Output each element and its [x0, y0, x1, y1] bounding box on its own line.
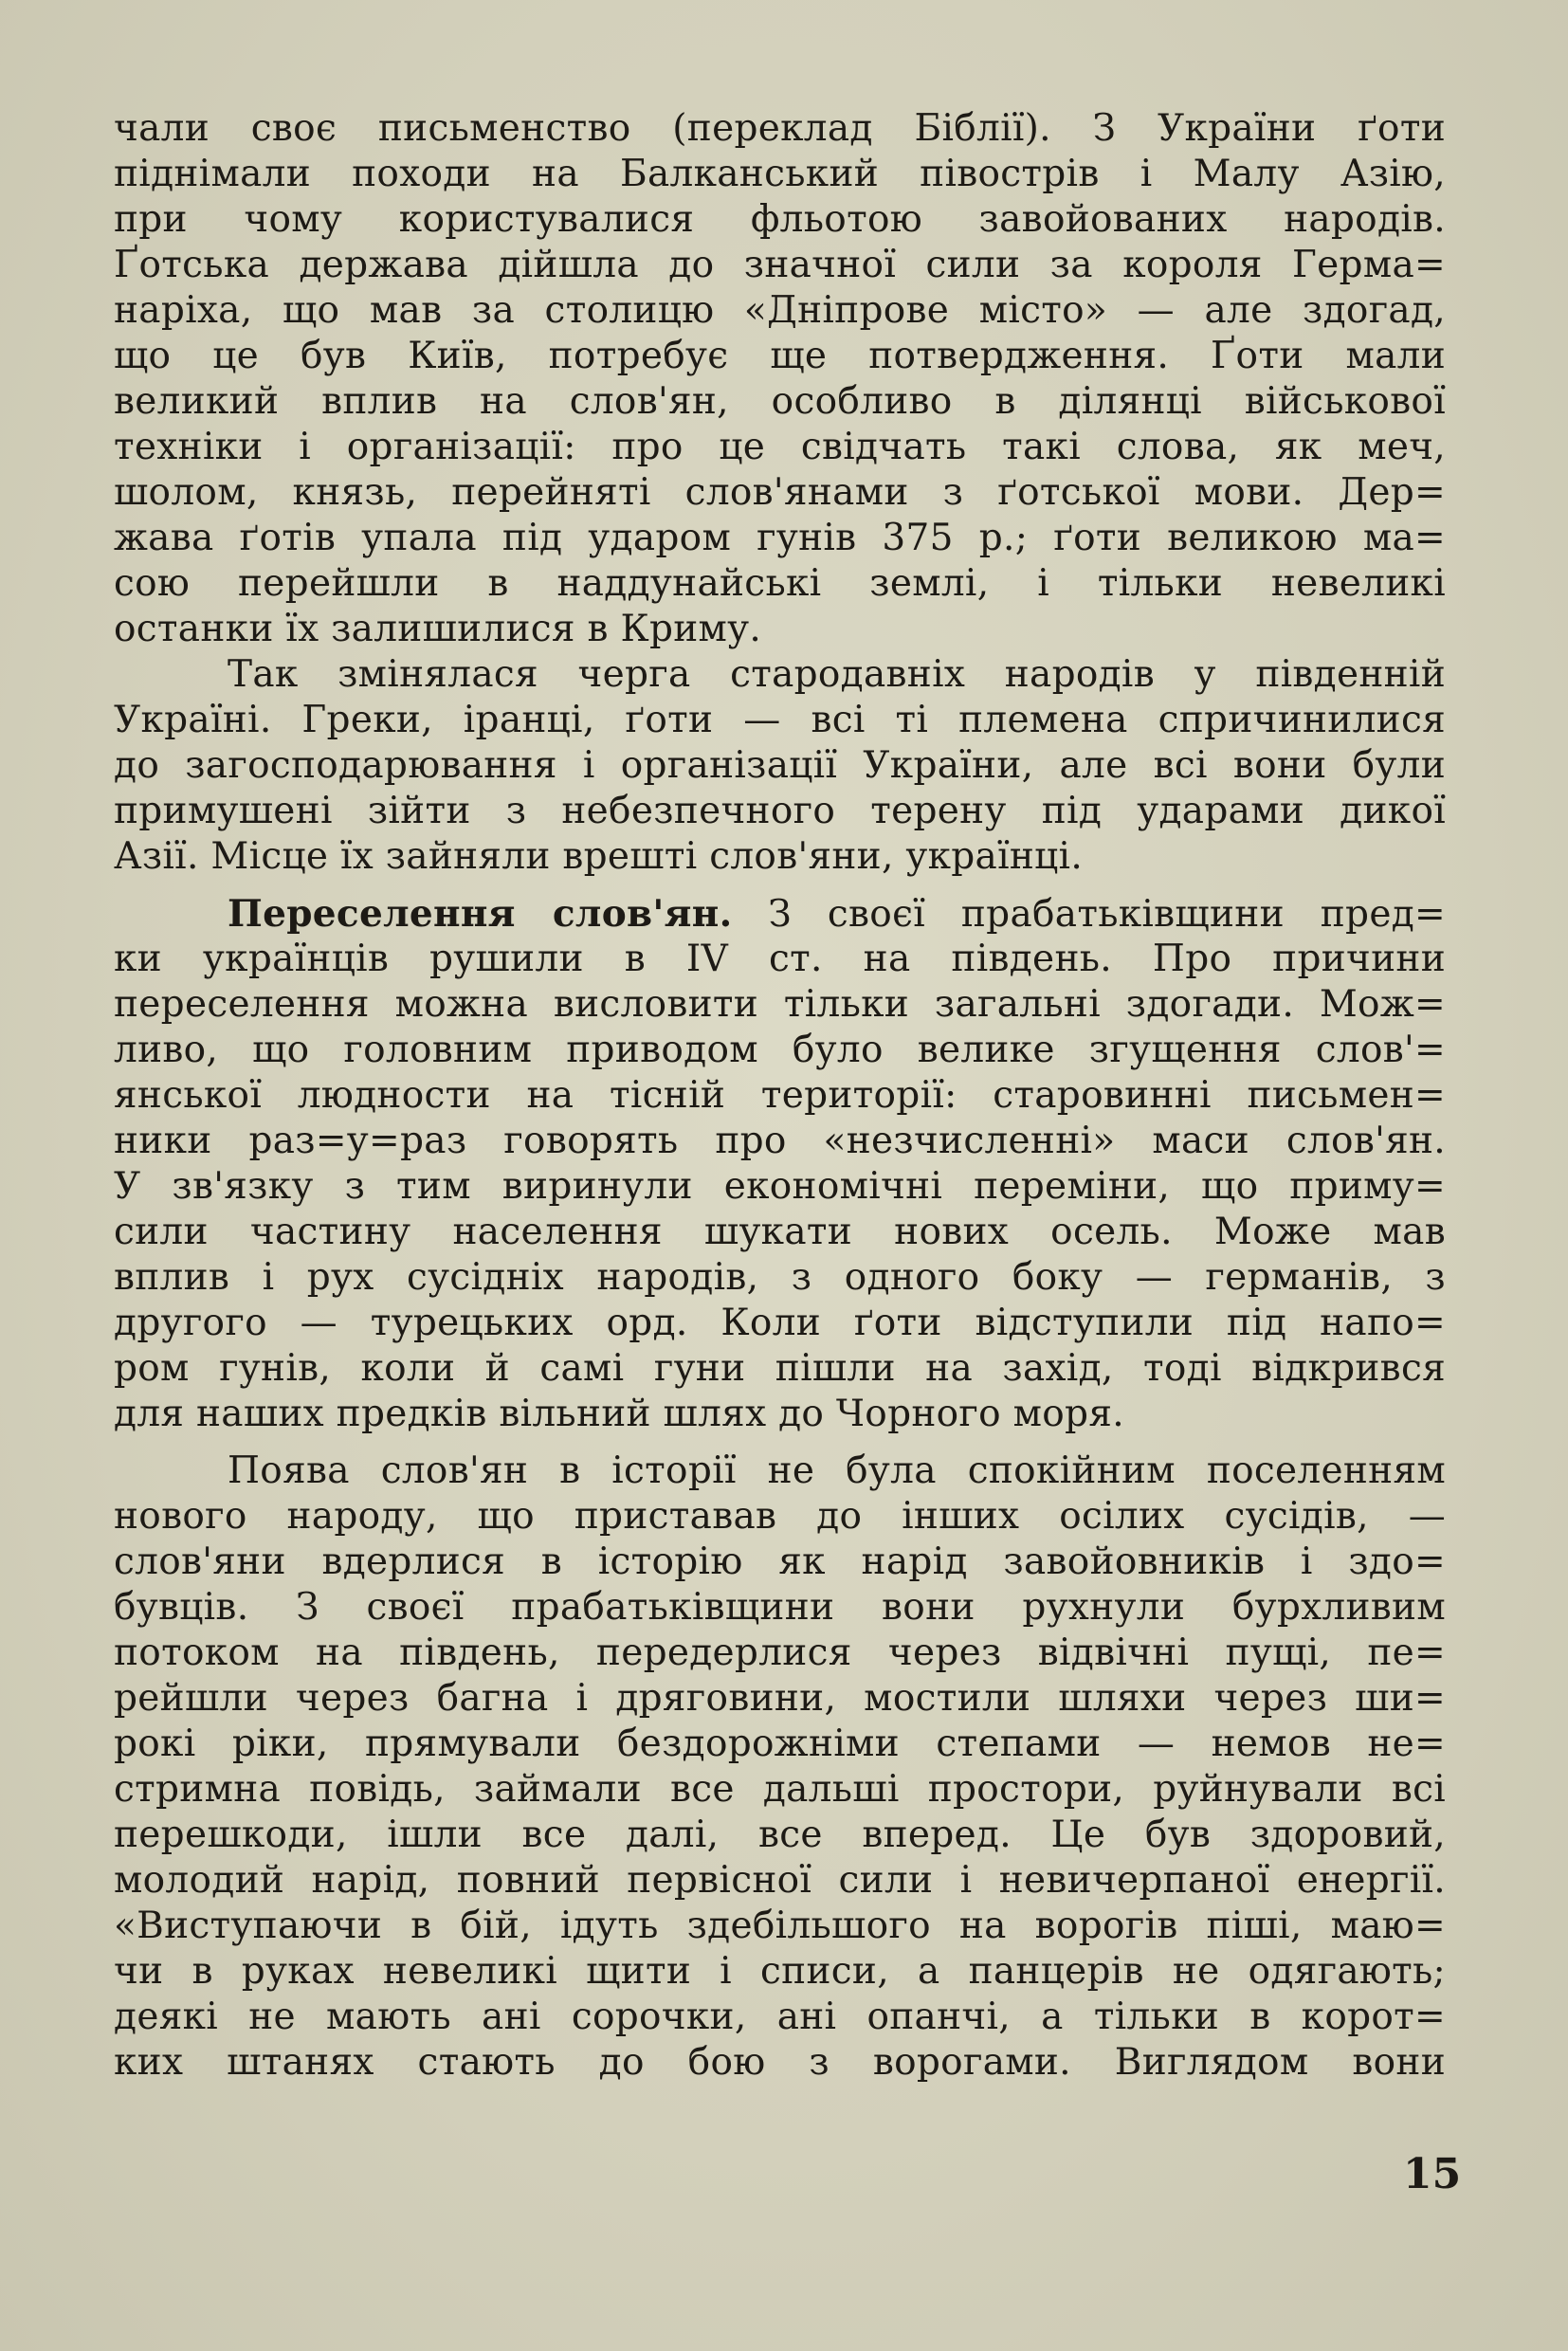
text-line: Поява слов'ян в історії не була спокійним поселенням [228, 1449, 1446, 1492]
text-line: рейшли через багна і дряговини, мостили шляхи через ши= [114, 1677, 1446, 1720]
text-line: У зв'язку з тим виринули економічні переміни, що приму= [114, 1165, 1446, 1208]
paragraph-gap [114, 1437, 1446, 1449]
text-line: ких штанях стають до бою з ворогами. Виглядом вони [114, 2041, 1446, 2084]
paragraph-1 [114, 106, 1446, 652]
text-line: що це був Київ, потребує ще потвердження. Ґоти мали [114, 335, 1446, 377]
text-line: рокі ріки, прямували бездорожніми степами — немов не= [114, 1722, 1446, 1765]
text-line: техніки і організації: про це свідчать такі слова, як меч, [114, 426, 1446, 468]
text-line: деякі не мають ані сорочки, ані опанчі, а тільки в корот= [114, 1996, 1446, 2038]
text-line: молодий нарід, повний первісної сили і невичерпаної енергії. [114, 1859, 1446, 1902]
text-line: останки їх залишилися в Криму. [114, 608, 762, 650]
text-line: Ґотська держава дійшла до значної сили за короля Герма= [114, 244, 1446, 286]
text-line: переселення можна висловити тільки загальні здогади. Мож= [114, 983, 1446, 1026]
text-line: ники раз=у=раз говорять про «незчисленні» маси слов'ян. [114, 1120, 1446, 1162]
paragraph-4 [114, 1449, 1446, 2086]
heading-line-rest: З своєї прабатьківщини пред= [768, 893, 1446, 936]
text-line: «Виступаючи в бій, ідуть здебільшого на ворогів піші, маю= [114, 1904, 1446, 1947]
text-line: наріха, що мав за столицю «Дніпрове місто» — але здогад, [114, 289, 1446, 332]
text-line: сили частину населення шукати нових осель. Може мав [114, 1211, 1446, 1253]
text-line: бувців. З своєї прабатьківщини вони рухнули бурхливим [114, 1586, 1446, 1629]
page-number: 15 [1403, 2150, 1462, 2198]
text-line: до загосподарювання і організації України, але всі вони були [114, 744, 1446, 787]
text-line [114, 891, 1446, 937]
text-line: великий вплив на слов'ян, особливо в ділянці військової [114, 380, 1446, 423]
text-line: шолом, князь, перейняті слов'янами з ґотської мови. Дер= [114, 471, 1446, 514]
text-line: чали своє письменство (переклад Біблії). З України ґоти [114, 107, 1446, 150]
section-heading: Переселення слов'ян. [228, 892, 733, 936]
text-line: жава ґотів упала під ударом гунів 375 р.; ґоти великою ма= [114, 517, 1446, 559]
text-line: ром гунів, коли й самі гуни пішли на захід, тоді відкрився [114, 1347, 1446, 1390]
text-line: примушені зійти з небезпечного терену під ударами дикої [114, 790, 1446, 832]
text-line: при чому користувалися фльотою завойованих народів. [114, 198, 1446, 241]
text-line: сою перейшли в наддунайські землі, і тільки невеликі [114, 562, 1446, 605]
text-line: ливо, що головним приводом було велике згущення слов'= [114, 1029, 1446, 1071]
text-line: чи в руках невеликі щити і списи, а панцерів не одягають; [114, 1950, 1446, 1993]
text-line: для наших предків вільний шлях до Чорного моря. [114, 1393, 1124, 1435]
text-line: янської людности на тісній території: старовинні письмен= [114, 1074, 1446, 1117]
text-line: Так змінялася черга стародавніх народів у південній [228, 653, 1446, 696]
text-line: вплив і рух сусідніх народів, з одного боку — германів, з [114, 1256, 1446, 1299]
text-line: ки українців рушили в IV ст. на південь. Про причини [114, 938, 1446, 980]
text-line: стримна повідь, займали все дальші простори, руйнували всі [114, 1768, 1446, 1811]
text-line: другого — турецьких орд. Коли ґоти відступили під напо= [114, 1302, 1446, 1344]
text-line: Україні. Греки, іранці, ґоти — всі ті племена спричинилися [114, 699, 1446, 741]
text-line: слов'яни вдерлися в історію як нарід завойовників і здо= [114, 1540, 1446, 1583]
paragraph-2 [114, 652, 1446, 880]
text-line: Азії. Місце їх зайняли врешті слов'яни, українці. [114, 835, 1084, 878]
text-line: нового народу, що приставав до інших осілих сусідів, — [114, 1495, 1446, 1538]
text-line: піднімали походи на Балканський півострів і Малу Азію, [114, 153, 1446, 195]
paragraph-gap [114, 880, 1446, 891]
body-text [114, 106, 1446, 2086]
text-line: перешкоди, ішли все далі, все вперед. Це був здоровий, [114, 1813, 1446, 1856]
paragraph-3 [114, 891, 1446, 1437]
text-line: потоком на південь, передерлися через відвічні пущі, пе= [114, 1631, 1446, 1674]
